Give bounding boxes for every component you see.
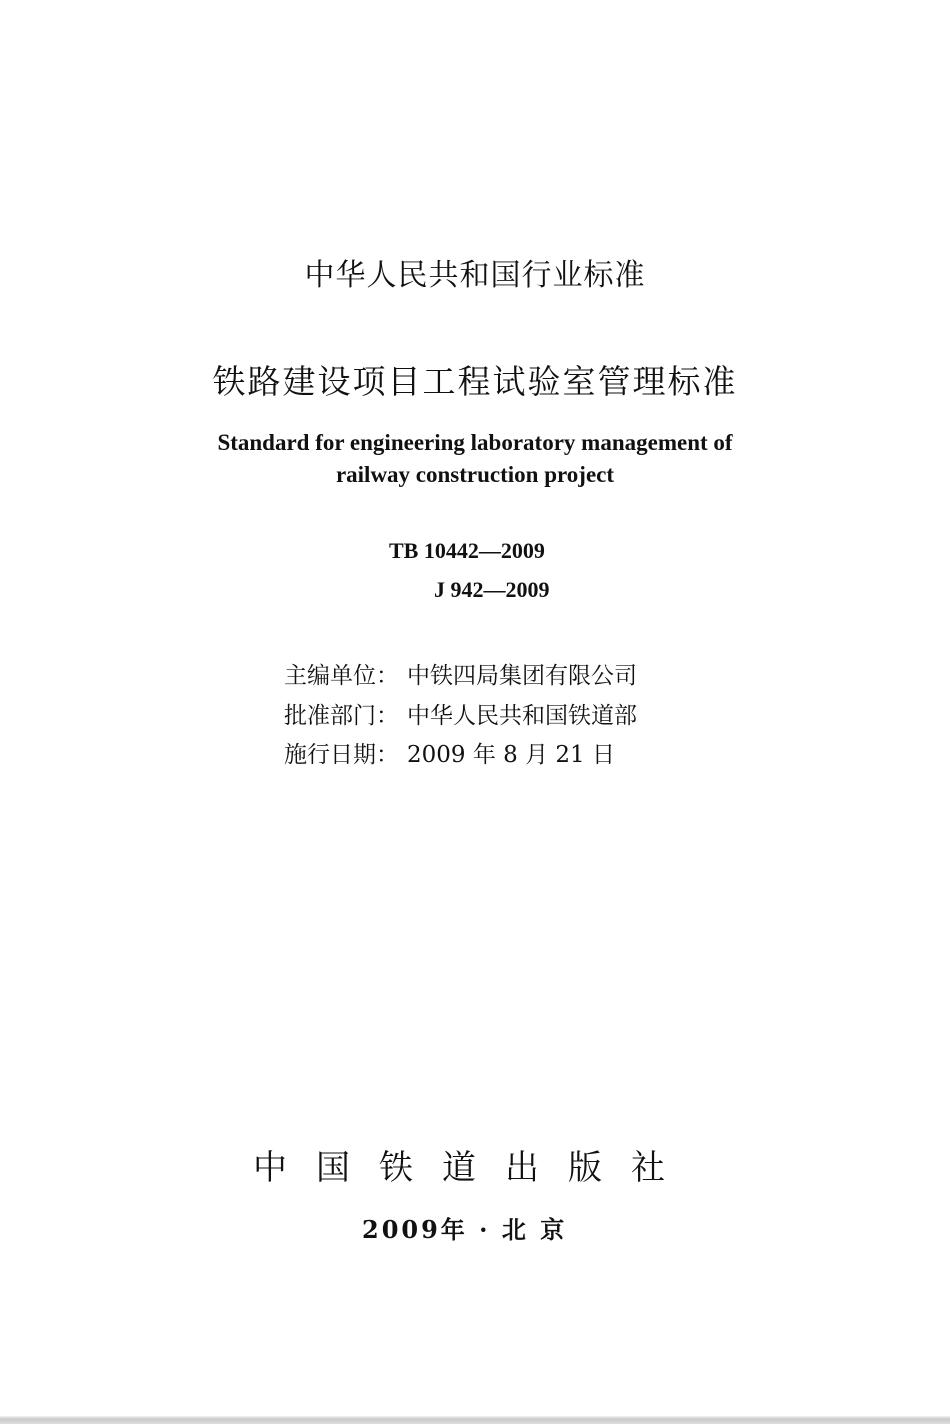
title-english-line-1: Standard for engineering laboratory management of: [217, 430, 733, 455]
effective-date-value: 2009 年 8 月 21 日: [407, 742, 615, 768]
effective-date-label: 施行日期：: [284, 742, 399, 768]
publisher-name: 中国铁道出版社: [253, 1148, 694, 1188]
standard-code-j: J 942—2009: [434, 577, 550, 602]
approver-value: 中华人民共和国铁道部: [407, 703, 637, 729]
editor-label: 主编单位：: [284, 663, 399, 689]
scan-edge-divider: [0, 1416, 950, 1424]
editor-row: [284, 657, 637, 690]
title-chinese: 铁路建设项目工程试验室管理标准: [212, 362, 738, 401]
publish-year-place: 2009年 · 北 京: [362, 1215, 568, 1244]
standard-category: 中华人民共和国行业标准: [304, 258, 646, 293]
approver-label: 批准部门：: [284, 703, 399, 729]
title-english-line-2: railway construction project: [335, 462, 615, 487]
standard-code-tb: TB 10442—2009: [389, 538, 545, 563]
effective-date-row: [284, 736, 615, 769]
editor-value: 中铁四局集团有限公司: [407, 663, 637, 689]
approver-row: [284, 697, 637, 730]
